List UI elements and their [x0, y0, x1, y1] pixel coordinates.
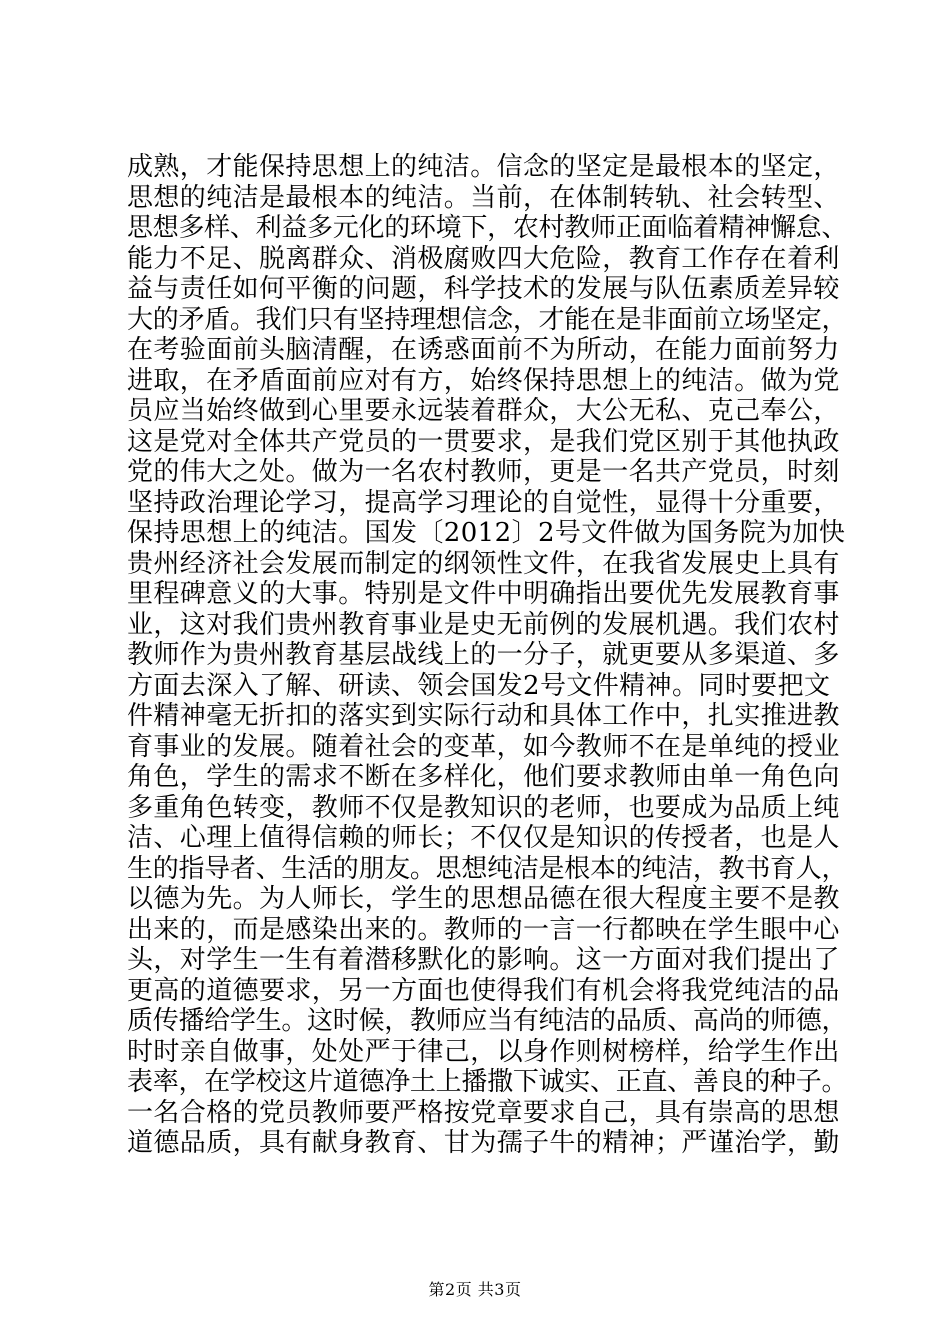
body-text — [127, 152, 847, 1159]
text-line: 质传播给学生。这时候，教师应当有纯洁的品质、高尚的师德， — [127, 1006, 848, 1036]
page-footer — [0, 1280, 950, 1300]
text-line: 件精神毫无折扣的落实到实际行动和具体工作中，扎实推进教 — [127, 701, 840, 731]
text-line: 大的矛盾。我们只有坚持理想信念，才能在是非面前立场坚定， — [127, 304, 848, 335]
text-line: 党的伟大之处。做为一名农村教师，更是一名共产党员，时刻 — [127, 457, 840, 487]
text-line: 表率，在学校这片道德净土上播撒下诚实、正直、善良的种子。 — [127, 1067, 848, 1097]
text-line: 育事业的发展。随着社会的变革，如今教师不在是单纯的授业 — [127, 731, 840, 762]
text-line: 角色，学生的需求不断在多样化，他们要求教师由单一角色向 — [127, 762, 840, 792]
text-line: 里程碑意义的大事。特别是文件中明确指出要优先发展教育事 — [127, 579, 840, 609]
text-line: 能力不足、脱离群众、消极腐败四大危险，教育工作存在着利 — [127, 243, 840, 274]
text-line: 坚持政治理论学习，提高学习理论的自觉性，显得十分重要， — [127, 487, 840, 518]
text-line: 多重角色转变，教师不仅是教知识的老师，也要成为品质上纯 — [127, 792, 840, 823]
text-line: 思想的纯洁是最根本的纯洁。当前，在体制转轨、社会转型、 — [127, 182, 840, 213]
text-line: 在考验面前头脑清醒，在诱惑面前不为所动，在能力面前努力 — [127, 335, 840, 365]
text-line: 进取，在矛盾面前应对有方，始终保持思想上的纯洁。做为党 — [127, 365, 840, 396]
text-line: 生的指导者、生活的朋友。思想纯洁是根本的纯洁，教书育人， — [127, 853, 848, 884]
page-number-label: 第2页 共3页 — [428, 1280, 522, 1299]
text-line: 思想多样、利益多元化的环境下，农村教师正面临着精神懈怠、 — [127, 213, 848, 243]
text-line: 教师作为贵州教育基层战线上的一分子，就更要从多渠道、多 — [127, 640, 840, 670]
text-line: 更高的道德要求，另一方面也使得我们有机会将我党纯洁的品 — [127, 975, 840, 1006]
text-line: 这是党对全体共产党员的一贯要求，是我们党区别于其他执政 — [127, 426, 840, 457]
text-line: 一名合格的党员教师要严格按党章要求自己，具有崇高的思想 — [127, 1097, 840, 1128]
text-line: 员应当始终做到心里要永远装着群众，大公无私、克己奉公， — [127, 396, 840, 426]
text-line: 贵州经济社会发展而制定的纲领性文件，在我省发展史上具有 — [127, 548, 840, 579]
text-line: 以德为先。为人师长，学生的思想品德在很大程度主要不是教 — [127, 884, 840, 914]
text-line: 道德品质，具有献身教育、甘为孺子牛的精神；严谨治学，勤 — [127, 1128, 840, 1158]
text-line: 成熟，才能保持思想上的纯洁。信念的坚定是最根本的坚定， — [127, 152, 840, 182]
text-line: 益与责任如何平衡的问题，科学技术的发展与队伍素质差异较 — [127, 274, 840, 304]
text-line: 头，对学生一生有着潜移默化的影响。这一方面对我们提出了 — [127, 945, 840, 975]
text-line: 出来的，而是感染出来的。教师的一言一行都映在学生眼中心 — [127, 914, 840, 945]
text-line: 洁、心理上值得信赖的师长；不仅仅是知识的传授者，也是人 — [127, 823, 840, 853]
text-line: 方面去深入了解、研读、领会国发2号文件精神。同时要把文 — [127, 670, 831, 701]
text-line: 业，这对我们贵州教育事业是史无前例的发展机遇。我们农村 — [127, 609, 840, 640]
text-line: 时时亲自做事，处处严于律己，以身作则树榜样，给学生作出 — [127, 1036, 840, 1067]
text-line: 保持思想上的纯洁。国发〔2012〕2号文件做为国务院为加快 — [127, 518, 846, 548]
